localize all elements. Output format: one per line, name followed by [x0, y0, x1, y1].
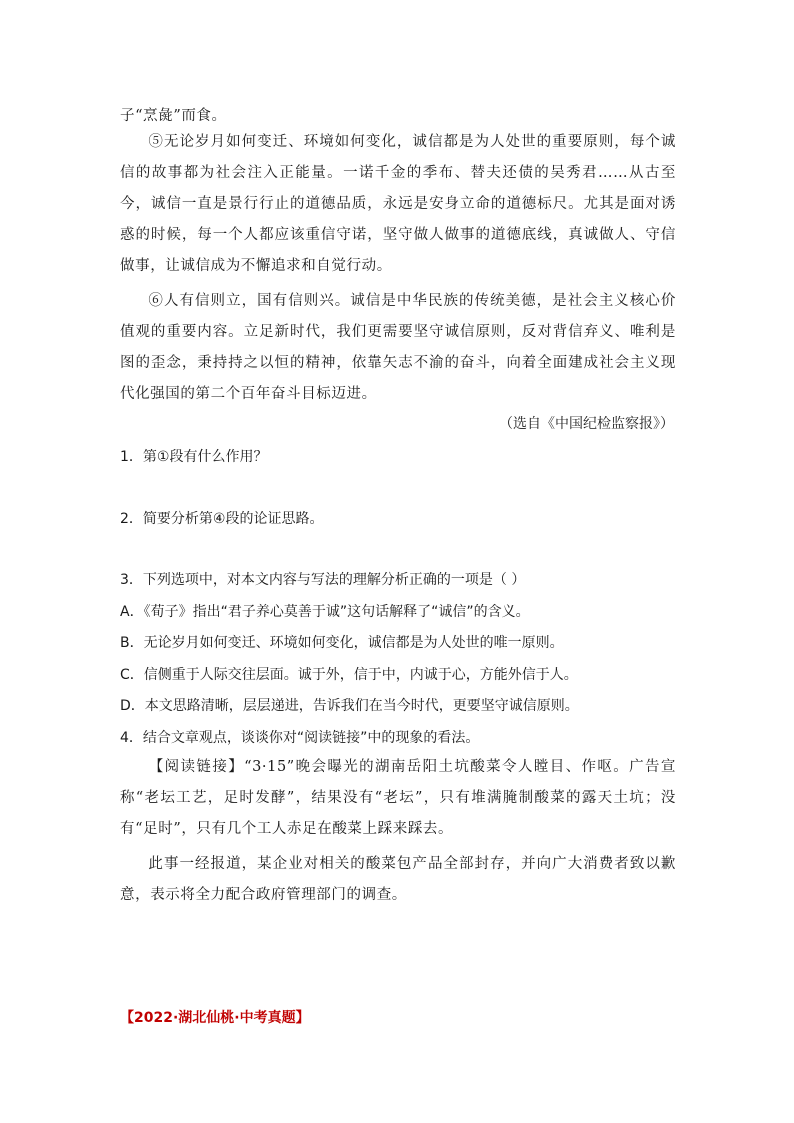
paragraph-5: ⑤无论岁月如何变迁、环境如何变化，诚信都是为人处世的重要原则，每个诚信的故事都为社会注入正能量。一诺千金的季布、替夫还债的吴秀君……从古至今，诚信一直是景行行止的道德品质，永远是安身立命的道德标尺。尤其是面对诱惑的时候，每一个人都应该重信守诺，坚守做人做事的道德底线，真诚做人、守信做事，让诚信成为不懈追求和自觉行动。 — [120, 134, 676, 274]
question-3: 3．下列选项中，对本文内容与写法的理解分析正确的一项是（ ） — [120, 572, 526, 588]
reading-link-paragraph-2: 此事一经报道，某企业对相关的酸菜包产品全部封存，并向广大消费者致以歉意，表示将全力配合政府管理部门的调查。 — [120, 856, 676, 903]
section-tag: 【2022·湖北仙桃·中考真题】 — [120, 1010, 310, 1026]
paragraph-6: ⑥人有信则立，国有信则兴。诚信是中华民族的传统美德，是社会主义核心价值观的重要内容。立足新时代，我们更需要坚守诚信原则，反对背信弃义、唯利是图的歪念，秉持持之以恒的精神，依靠矢志不渝的奋斗，向着全面建成社会主义现代化强国的第二个百年奋斗目标迈进。 — [120, 293, 676, 402]
paragraph-continuation: 子“烹彘”而食。 — [120, 108, 227, 124]
option-a: A．《荀子》指出“君子养心莫善于诚”这句话解释了“诚信”的含义。 — [120, 604, 530, 620]
option-c: C．信侧重于人际交往层面。诚于外，信于中，内诚于心，方能外信于人。 — [120, 667, 578, 683]
option-b: B．无论岁月如何变迁、环境如何变化，诚信都是为人处世的唯一原则。 — [120, 635, 564, 651]
question-4: 4．结合文章观点，谈谈你对“阅读链接”中的现象的看法。 — [120, 730, 480, 746]
option-d: D．本文思路清晰，层层递进，告诉我们在当今时代，更要坚守诚信原则。 — [120, 698, 579, 714]
article-source: （选自《中国纪检监察报》） — [499, 416, 674, 432]
reading-link-paragraph-1: 【阅读链接】“3·15”晚会曝光的湖南岳阳土坑酸菜令人瞠目、作呕。广告宣称“老坛工艺，足时发酵”，结果没有“老坛”，只有堆满腌制酸菜的露天土坑；没有“足时”，只有几个工人赤足在酸菜上踩来踩去。 — [120, 759, 676, 837]
question-2: 2．简要分析第④段的论证思路。 — [120, 511, 324, 527]
question-1: 1．第①段有什么作用？ — [120, 449, 268, 465]
